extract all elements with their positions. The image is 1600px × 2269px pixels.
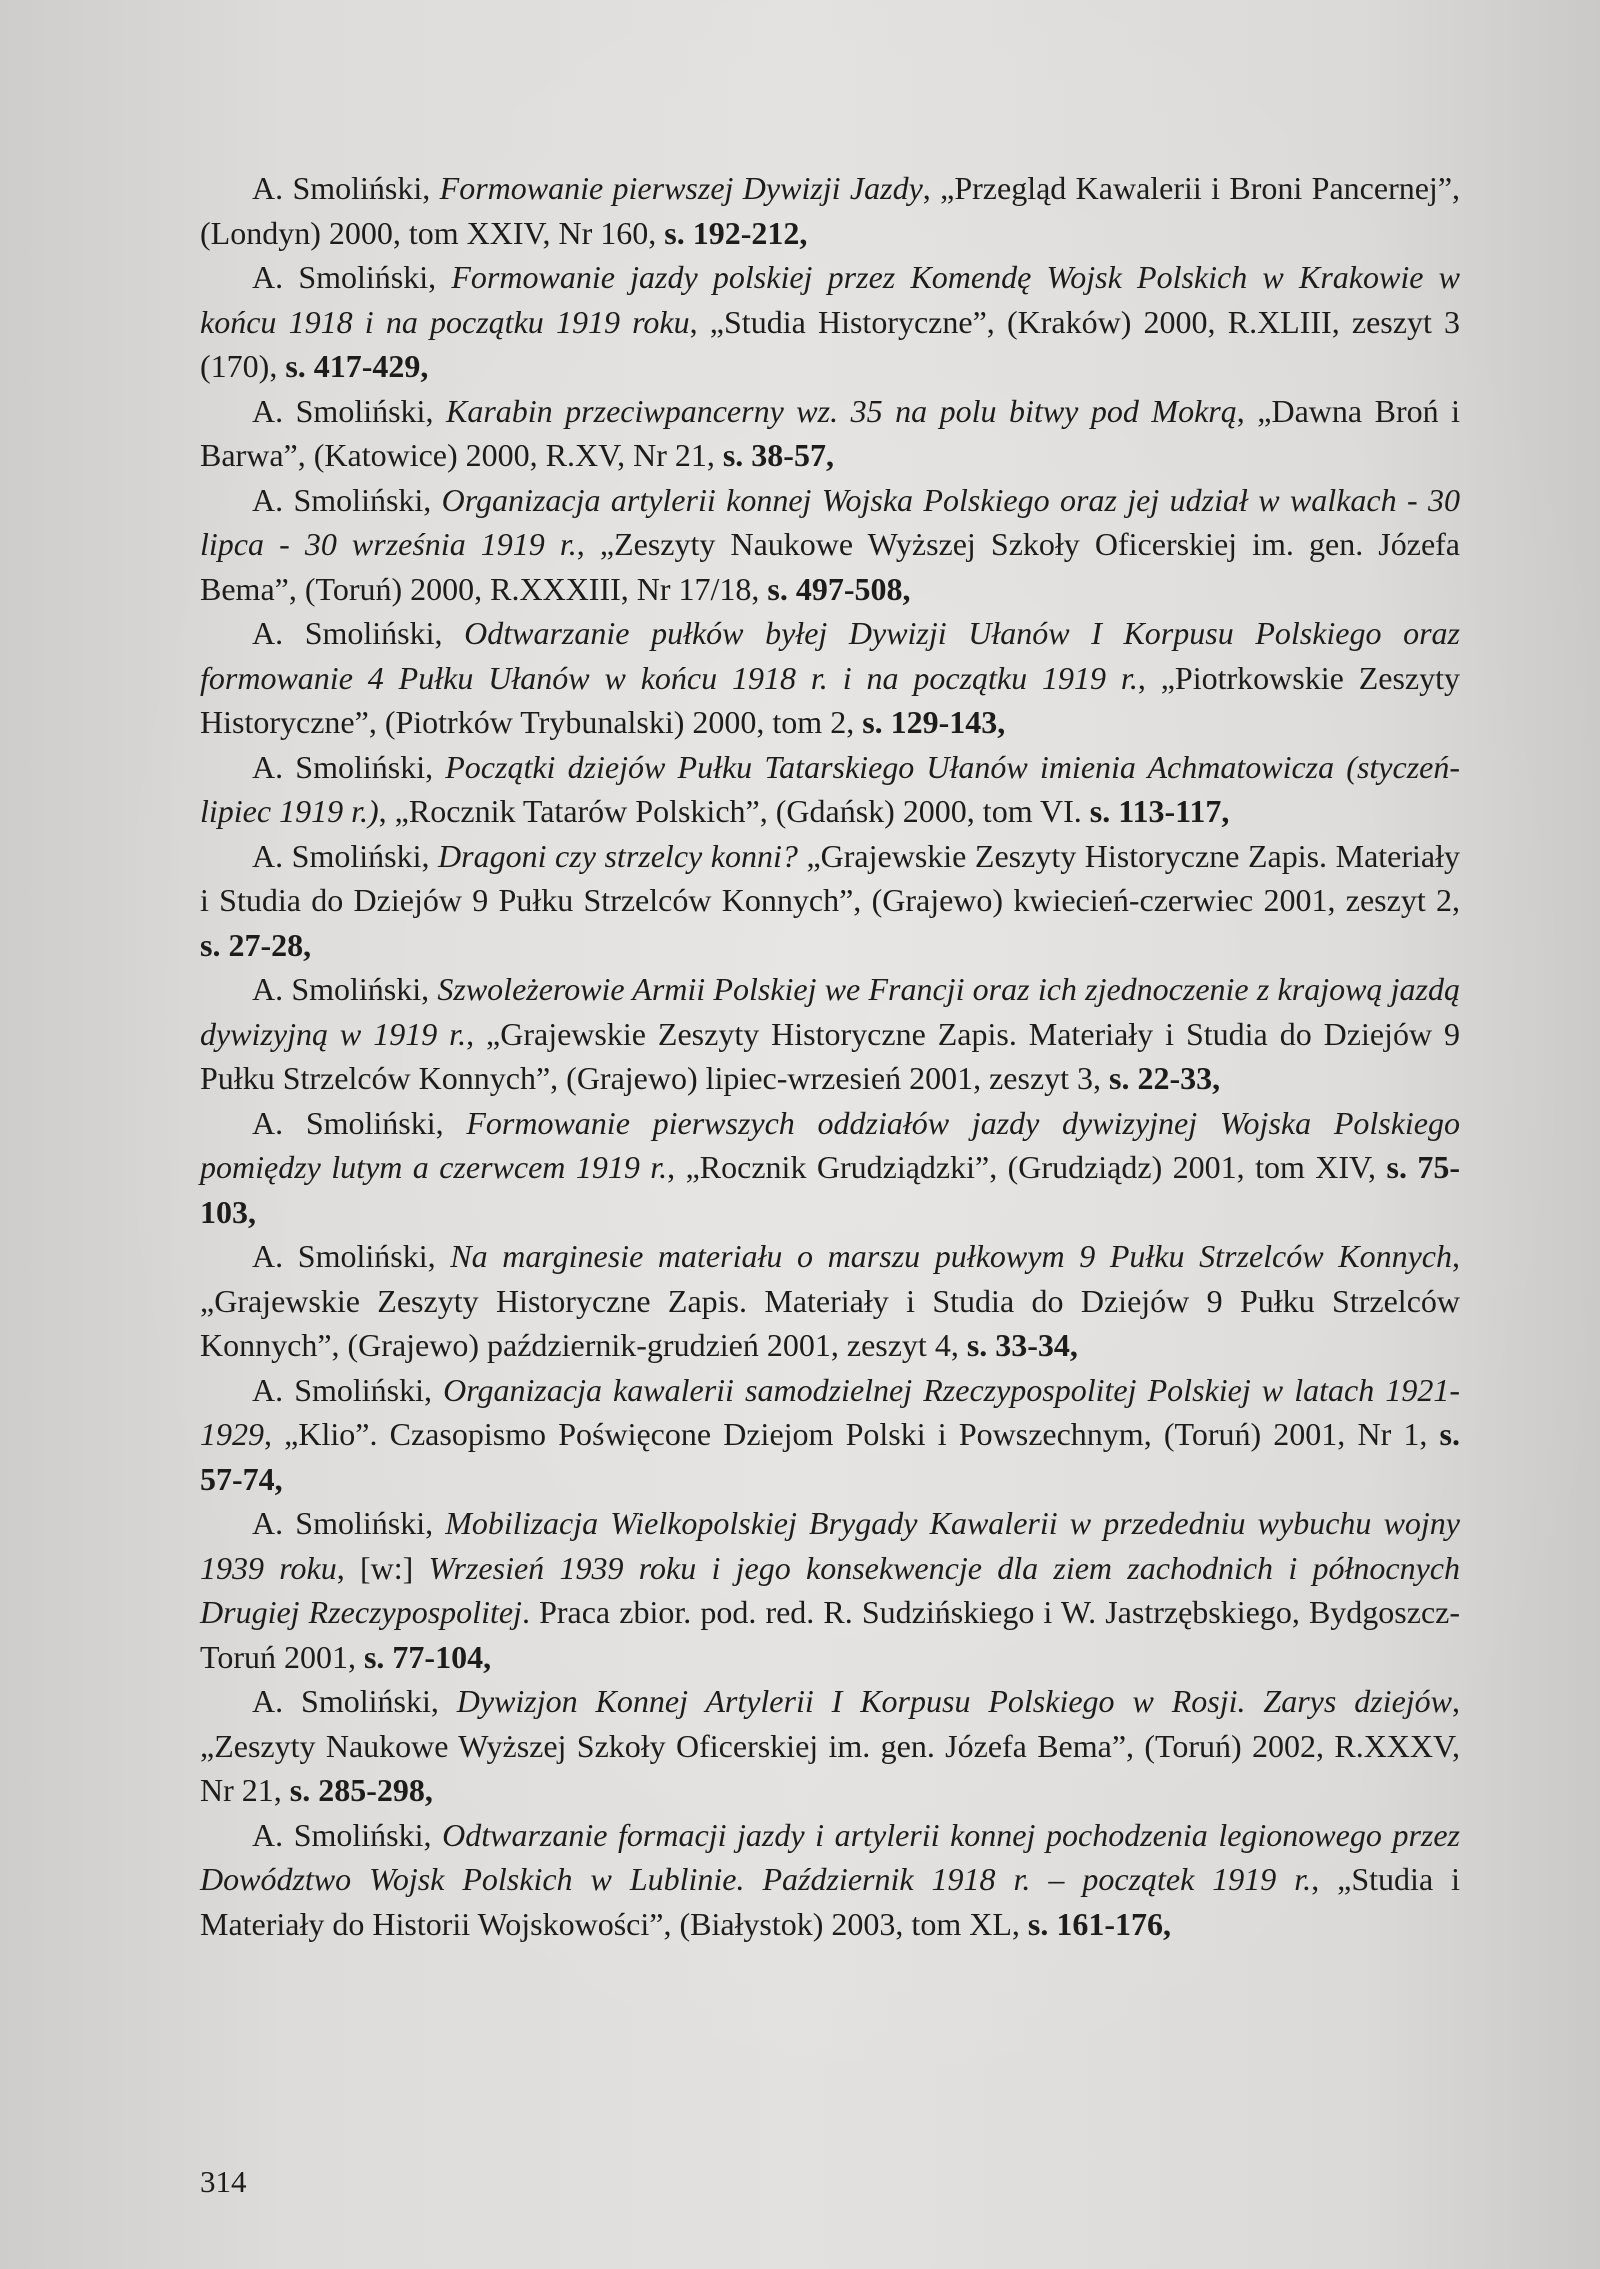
entry-author: A. Smoliński,: [252, 1816, 443, 1853]
bibliography-entry: [200, 478, 1460, 612]
entry-pages: s. 417-429,: [285, 348, 429, 384]
entry-details: , „Rocznik Grudziądzki”, (Grudziądz) 2001, tom XIV,: [667, 1149, 1387, 1185]
entry-pages: s. 27-28,: [200, 926, 312, 963]
entry-title: Szwoleżerowie Armii Polskiej we Francji oraz ich zjednoczenie z krajową jazdą dywizyjną w 1919 r.: [200, 971, 1460, 1052]
entry-title: Karabin przeciwpancerny wz. 35 na polu bitwy pod Mokrą: [445, 392, 1237, 429]
bibliography-entry: [200, 389, 1460, 478]
bibliography-entry: [200, 1234, 1460, 1368]
entry-details: , [w:]: [336, 1549, 429, 1586]
entry-author: A. Smoliński,: [252, 392, 446, 429]
entry-title: Odtwarzanie formacji jazdy i artylerii konnej pochodzenia legionowego przez Dowództwo Wojsk Polskich w Lublinie. Październik 1918 r. – początek 1919 r.: [200, 1816, 1461, 1897]
entry-details: , „Studia i Materiały do Historii Wojskowości”, (Białystok) 2003, tom XL,: [200, 1861, 1461, 1942]
entry-author: A. Smoliński,: [252, 615, 465, 651]
bibliography-entry: [200, 1679, 1460, 1813]
entry-pages: s. 497-508,: [767, 570, 911, 607]
entry-title: Organizacja artylerii konnej Wojska Polskiego oraz jej udział w walkach - 30 lipca - 30 września 1919 r.: [200, 481, 1460, 562]
bibliography-entry: [200, 255, 1460, 389]
entry-author: A. Smoliński,: [252, 837, 439, 874]
entry-pages: s. 285-298,: [289, 1772, 433, 1808]
entry-author: A. Smoliński,: [252, 1371, 444, 1408]
entry-pages: s. 113-117,: [1089, 793, 1230, 829]
entry-details: , „Przegląd Kawalerii i Broni Pancernej”, (Londyn) 2000, tom XXIV, Nr 160,: [200, 170, 1461, 251]
entry-title: Na marginesie materiału o marszu pułkowym 9 Pułku Strzelców Konnych: [450, 1238, 1453, 1274]
bibliography-entry: [200, 1813, 1460, 1947]
bibliography-list: [200, 166, 1460, 1946]
bibliography-entry: [200, 745, 1460, 834]
entry-details: , „Grajewskie Zeszyty Historyczne Zapis. Materiały i Studia do Dziejów 9 Pułku Strzelców Konnych”, (Grajewo) październik-grudzień 2001, zeszyt 4,: [200, 1238, 1461, 1363]
entry-title: Organizacja kawalerii samodzielnej Rzeczypospolitej Polskiej w latach 1921-1929: [200, 1371, 1461, 1452]
entry-pages: s. 22-33,: [1109, 1060, 1221, 1096]
entry-title: Dragoni czy strzelcy konni?: [438, 837, 798, 874]
entry-details: , „Dawna Broń i Barwa”, (Katowice) 2000, R.XV, Nr 21,: [200, 392, 1461, 473]
entry-title: Formowanie pierwszej Dywizji Jazdy: [439, 170, 923, 206]
entry-pages: s. 129-143,: [862, 704, 1006, 740]
entry-pages: s. 161-176,: [1027, 1905, 1171, 1942]
entry-title: Odtwarzanie pułków byłej Dywizji Ułanów I Korpusu Polskiego oraz formowanie 4 Pułku Ułanów w końcu 1918 r. i na początku 1919 r.: [200, 615, 1461, 696]
entry-title: Dywizjon Konnej Artylerii I Korpusu Polskiego w Rosji. Zarys dziejów: [456, 1683, 1453, 1719]
entry-details: , „Grajewskie Zeszyty Historyczne Zapis. Materiały i Studia do Dziejów 9 Pułku Strzelców Konnych”, (Grajewo) lipiec-wrzesień 2001, zeszyt 3,: [200, 1015, 1461, 1096]
entry-details: . Praca zbior. pod. red. R. Sudzińskiego i W. Jastrzębskiego, Bydgoszcz-Toruń 2001,: [200, 1594, 1461, 1675]
entry-pages: s. 38-57,: [722, 437, 834, 473]
entry-details: , „Studia Historyczne”, (Kraków) 2000, R.XLIII, zeszyt 3 (170),: [200, 303, 1461, 384]
entry-author: A. Smoliński,: [252, 259, 452, 295]
bibliography-entry: [200, 834, 1460, 968]
bibliography-entry: [200, 967, 1460, 1101]
entry-pages: s. 75-103,: [200, 1149, 1461, 1230]
entry-author: A. Smoliński,: [252, 748, 446, 785]
bibliography-entry: [200, 1368, 1460, 1502]
entry-details: , „Zeszyty Naukowe Wyższej Szkoły Oficerskiej im. gen. Józefa Bema”, (Toruń) 2002, R.XXXV, Nr 21,: [200, 1683, 1461, 1808]
entry-author: A. Smoliński,: [252, 971, 438, 1007]
bibliography-entry: [200, 1101, 1460, 1235]
entry-details: , „Piotrkowskie Zeszyty Historyczne”, (Piotrków Trybunalski) 2000, tom 2,: [200, 659, 1461, 740]
entry-author: A. Smoliński,: [252, 1238, 451, 1274]
bibliography-entry: [200, 166, 1460, 255]
bibliography-entry: [200, 1501, 1460, 1679]
entry-title: Mobilizacja Wielkopolskiej Brygady Kawalerii w przededniu wybuchu wojny 1939 roku: [200, 1505, 1461, 1586]
entry-author: A. Smoliński,: [252, 1505, 446, 1541]
entry-author: A. Smoliński,: [252, 1104, 467, 1141]
entry-details: , „Rocznik Tatarów Polskich”, (Gdańsk) 2000, tom VI.: [378, 793, 1090, 829]
page-number: 314: [200, 2164, 247, 2199]
entry-author: A. Smoliński,: [252, 1683, 457, 1719]
entry-author: A. Smoliński,: [252, 170, 440, 206]
entry-title: Formowanie jazdy polskiej przez Komendę Wojsk Polskich w Krakowie w końcu 1918 i na początku 1919 roku: [200, 259, 1461, 340]
bibliography-entry: [200, 611, 1460, 745]
entry-title: Początki dziejów Pułku Tatarskiego Ułanów imienia Achmatowicza (styczeń-lipiec 1919 r.): [200, 748, 1460, 829]
entry-title: Formowanie pierwszych oddziałów jazdy dywizyjnej Wojska Polskiego pomiędzy lutym a czerwcem 1919 r.: [200, 1104, 1461, 1185]
entry-details: , „Zeszyty Naukowe Wyższej Szkoły Oficerskiej im. gen. Józefa Bema”, (Toruń) 2000, R.XXXIII, Nr 17/18,: [200, 526, 1461, 607]
entry-pages: s. 57-74,: [200, 1416, 1460, 1497]
entry-pages: s. 192-212,: [664, 214, 808, 251]
entry-details: , „Klio”. Czasopismo Poświęcone Dziejom Polski i Powszechnym, (Toruń) 2001, Nr 1,: [264, 1416, 1440, 1452]
entry-author: A. Smoliński,: [252, 481, 442, 518]
entry-pages: s. 77-104,: [363, 1638, 492, 1675]
entry-pages: s. 33-34,: [966, 1327, 1078, 1363]
entry-details: „Grajewskie Zeszyty Historyczne Zapis. Materiały i Studia do Dziejów 9 Pułku Strzelców Konnych”, (Grajewo) kwiecień-czerwiec 2001, zeszyt 2,: [200, 837, 1461, 918]
entry-collection-title: Wrzesień 1939 roku i jego konsekwencje dla ziem zachodnich i północnych Drugiej Rzeczypospolitej: [200, 1549, 1461, 1630]
